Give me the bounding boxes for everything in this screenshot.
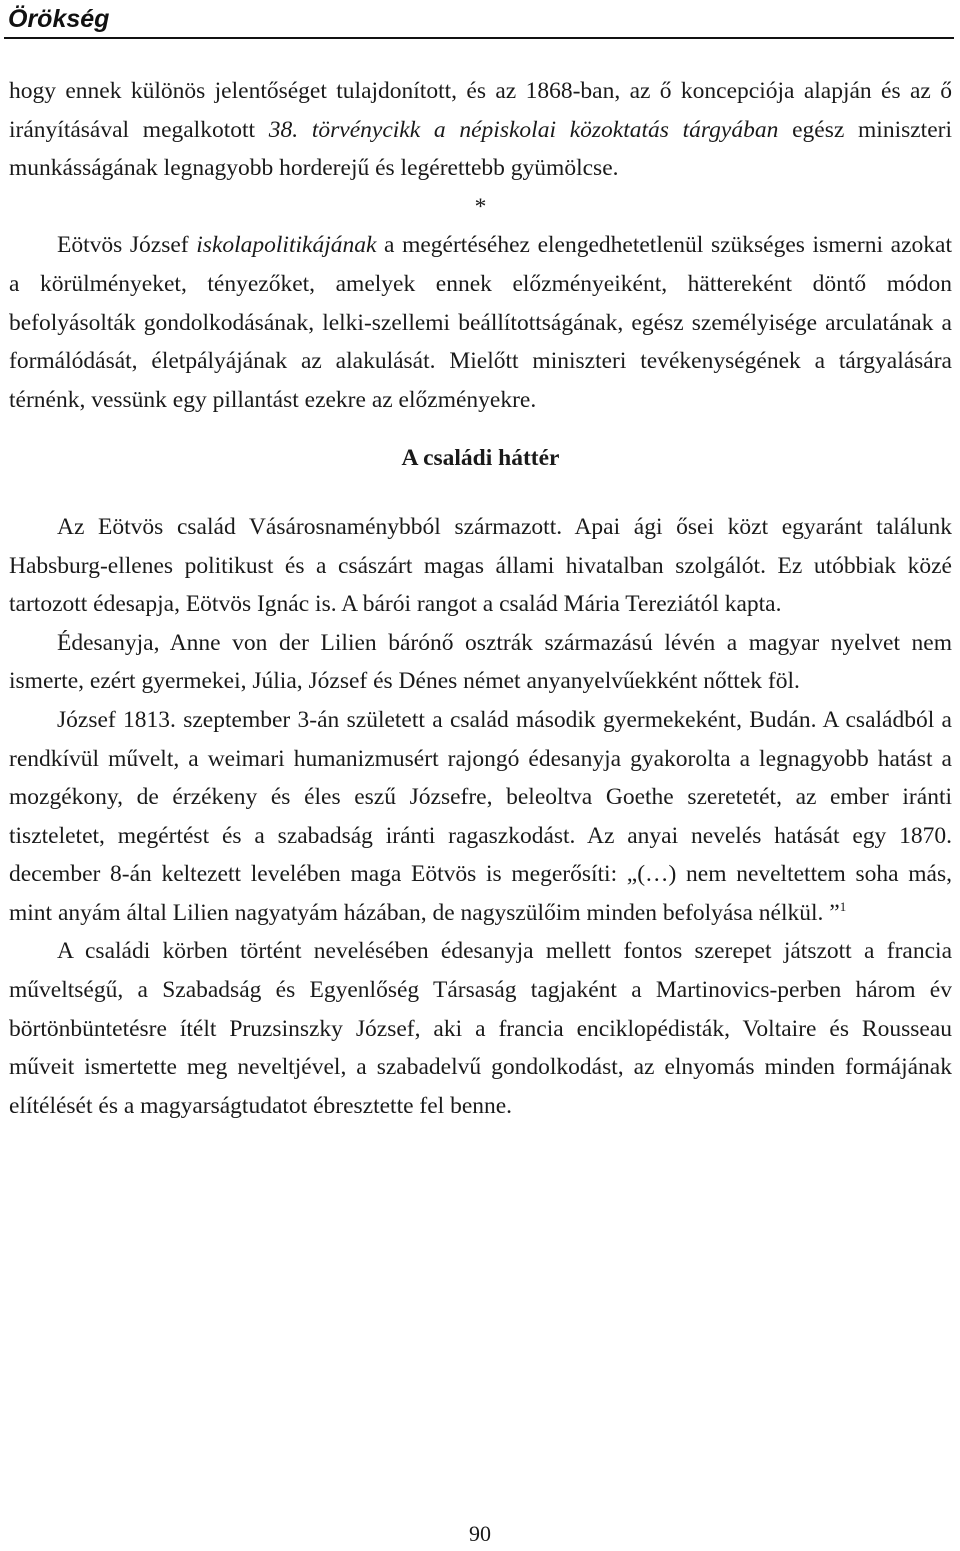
body-text xyxy=(9,72,952,1125)
header-rule xyxy=(4,37,954,39)
footnote-reference[interactable]: 1 xyxy=(839,899,847,915)
section-heading: A családi háttér xyxy=(401,445,560,472)
section-separator: * xyxy=(474,193,487,220)
running-head: Örökség xyxy=(8,5,110,33)
paragraph-5: József 1813. szeptember 3-án született a család második gyermekeként, Budán. A családból a rendkívül művelt, a weimari humanizmusért rajongó édesanyja gyakorolta a legnagyobb hatást a mozgékony, de érzékeny és éles eszű Józsefre, beleoltva Goethe szeretetét, az ember iránti tiszteletet, megértést és a szabadság iránti ragaszkodást. Az anyai nevelés hatását egy 1870. december 8-án keltezett levelében maga Eötvös is megerősíti: „(…) nem neveltettem soha más, mint anyám által Lilien nagyatyám házában, de nagyszülőim minden befolyása nélkül. ”$^1$ xyxy=(9,706,952,926)
paragraph-1: hogy ennek különös jelentőséget tulajdonított, és az 1868-ban, az ő koncepciója alapján és az ő irányításával megalkotott 38. törvénycikk a népiskolai közoktatás tárgyában egész miniszteri munkásságának legnagyobb horderejű és legérettebb gyümölcse. xyxy=(9,78,952,182)
paragraph-4: Édesanyja, Anne von der Lilien bárónő osztrák származású lévén a magyar nyelvet nem ismerte, ezért gyermekei, Júlia, József és Dénes német anyanyelvűekként nőttek föl. xyxy=(9,629,952,695)
paragraph-3: Az Eötvös család Vásárosnaménybból származott. Apai ági ősei közt egyaránt találunk Habsburg-ellenes politikust és a császárt magas állami hivatalban szolgálót. Ez utóbbiak közé tartozott édesapja, Eötvös Ignác is. A bárói rangot a család Mária Tereziától kapta. xyxy=(9,513,952,618)
page-number: 90 xyxy=(469,1521,491,1546)
paragraph-6: A családi körben történt nevelésében édesanyja mellett fontos szerepet játszott a francia műveltségű, a Szabadság és Egyenlőség Társaság tagjaként a Martinovics-perben három év börtönbüntetésre ítélt Pruzsinszky József, aki a francia enciklopédisták, Voltaire és Rousseau műveit ismertette meg neveltjével, a szabadelvű gondolkodást, az elnyomás minden formájának elítélését és a magyarságtudatot ébresztette fel benne. xyxy=(9,938,952,1119)
emphasis-term: iskolapolitikájának xyxy=(196,232,377,259)
law-title: 38. törvénycikk a népiskolai közoktatás tárgyában xyxy=(268,116,779,143)
paragraph-2: Eötvös József iskolapolitikájának a megértéséhez elengedhetetlenül szükséges ismerni azokat a körülményeket, tényezőket, amelyek ennek előzményeiként, hättereként döntő módon befolyásolták gondolkodásának, lelki-szellemi beállítottságának, egész személyisége arculatának a formálódását, életpályájának az alakulását. Mielőtt miniszteri tevékenységének a tárgyalására térnénk, vessünk egy pillantást ezekre az előzményekre. xyxy=(9,232,952,413)
